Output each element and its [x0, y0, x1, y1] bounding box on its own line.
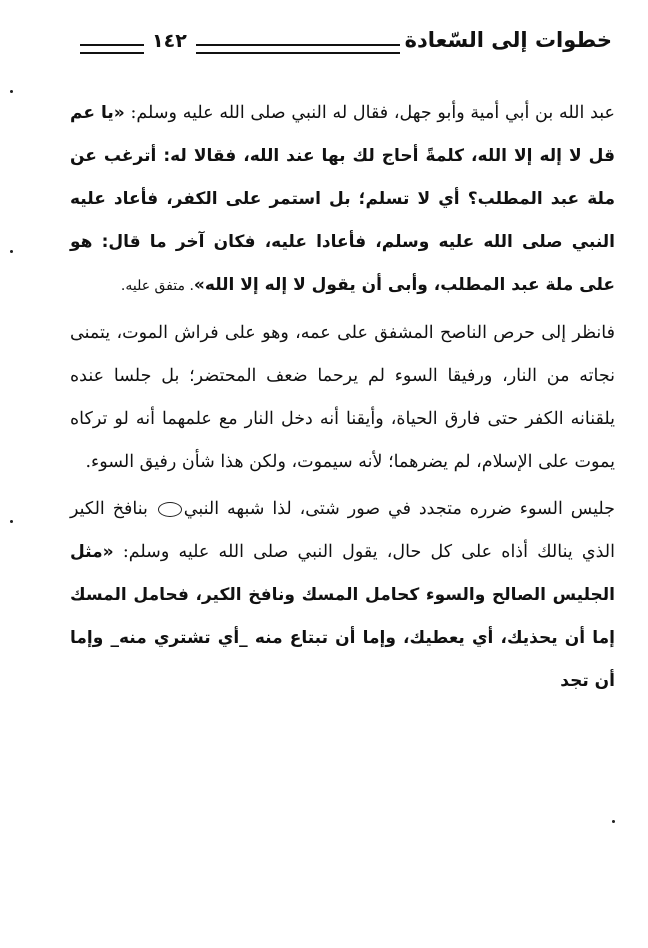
page-number: ١٤٢	[152, 30, 187, 52]
text-run: جليس السوء ضرره متجدد في صور شتى، لذا شبهه النبي	[183, 499, 615, 519]
margin-mark	[10, 520, 13, 523]
page-body	[70, 92, 615, 703]
paragraph	[70, 92, 615, 308]
text-run: عبد الله بن أبي أمية وأبو جهل، فقال له النبي صلى الله عليه وسلم:	[124, 103, 615, 123]
text-run: فانظر إلى حرص الناصح المشفق على عمه، وهو على فراش الموت، يتمنى نجاته من النار، ورفيقا السوء لم يرحما ضعف المحتضر؛ بل جلسا عنده يلقنانه الكفر حتى فارق الحياة، وأيقنا أنه دخل النار مع علمهما أنه لو تركاه يموت على الإسلام، لم يضرهما؛ لأنه سيموت، ولكن هذا شأن رفيق السوء.	[70, 323, 615, 472]
margin-mark	[10, 90, 13, 93]
header-rule	[196, 44, 400, 54]
header-rule	[80, 44, 144, 54]
paragraph	[70, 488, 615, 703]
margin-mark	[10, 250, 13, 253]
pbuh-seal-icon	[158, 502, 182, 517]
hadith-quote: «يا عم قل لا إله إلا الله، كلمةً أحاج لك بها عند الله، فقالا له: أترغب عن ملة عبد المطلب؟ أي لا تسلم؛ بل استمر على الكفر، فأعاد عليه النبي صلى الله عليه وسلم، فأعادا عليه، فكان آخر ما قال: هو على ملة عبد المطلب، وأبى أن يقول لا إله إلا الله»	[70, 103, 615, 295]
hadith-quote: «مثل الجليس الصالح والسوء كحامل المسك ونافخ الكير، فحامل المسك إما أن يحذيك، أي يعطيك، وإما أن تبتاع منه _أي تشتري منه_ وإما أن تجد	[70, 542, 615, 691]
paragraph	[70, 312, 615, 484]
text-run: بنافخ الكير الذي ينالك أذاه على كل حال، يقول النبي صلى الله عليه وسلم:	[70, 499, 615, 562]
book-title: خطوات إلى السّعادة	[404, 28, 612, 52]
source-note: . متفق عليه.	[120, 278, 194, 294]
page-header	[80, 28, 612, 68]
margin-mark	[612, 820, 615, 823]
